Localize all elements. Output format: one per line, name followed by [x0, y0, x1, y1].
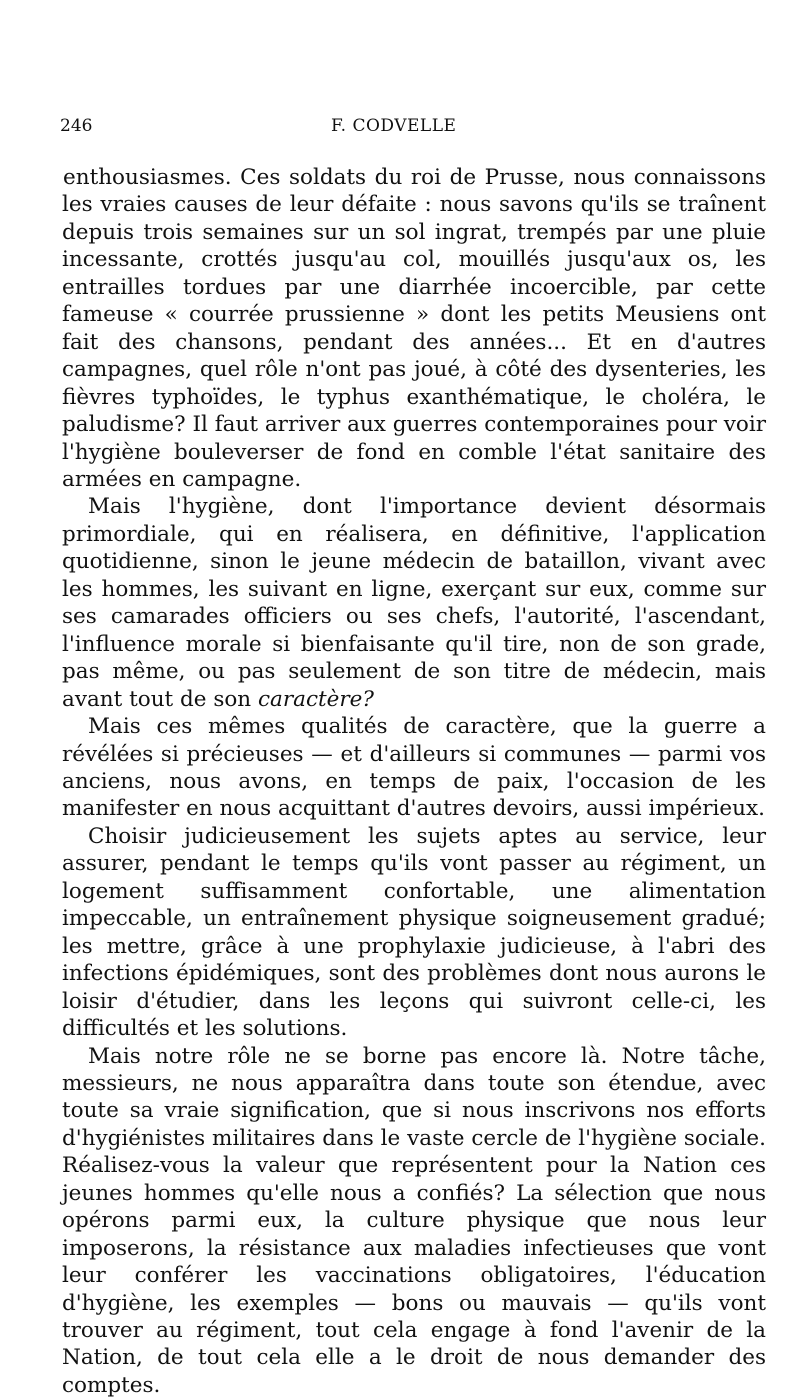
paragraph-5: Mais notre rôle ne se borne pas encore là. Notre tâche, messieurs, ne nous apparaîtra dans toute son étendue, avec toute sa vraie signification, que si nous inscrivons nos efforts d'hygiénistes militaires dans le vaste cercle de l'hygiène sociale. Réalisez-vous la valeur que représentent pour la Nation ces jeunes hommes qu'elle nous a confiés? La sélection que nous opérons parmi eux, la culture physique que nous leur imposerons, la résistance aux maladies infectieuses que vont leur conférer les vaccinations obligatoires, l'éducation d'hygiène, les exemples — bons ou mauvais — qu'ils vont trouver au régiment, tout cela engage à fond l'avenir de la Nation, de tout cela elle a le droit de nous demander des comptes.	[62, 1043, 766, 1399]
paragraph-2-emphasis: caractère?	[258, 687, 374, 712]
page-header	[60, 116, 740, 140]
paragraph-4: Choisir judicieusement les sujets aptes au service, leur assurer, pendant le temps qu'ils vont passer au régiment, un logement suffisamment confortable, une alimentation impeccable, un entraînement physique soigneusement gradué; les mettre, grâce à une prophylaxie judicieuse, à l'abri des infections épidémiques, sont des problèmes dont nous aurons le loisir d'étudier, dans les leçons qui suivront celle-ci, les difficultés et les solutions.	[62, 823, 766, 1043]
paragraph-3: Mais ces mêmes qualités de caractère, que la guerre a révélées si précieuses — et d'ailleurs si communes — parmi vos anciens, nous avons, en temps de paix, l'occasion de les manifester en nous acquittant d'autres devoirs, aussi impérieux.	[62, 713, 766, 823]
paragraph-2	[62, 493, 766, 713]
body-text	[62, 164, 766, 1399]
running-head: F. CODVELLE	[331, 116, 456, 136]
paragraph-1: enthousiasmes. Ces soldats du roi de Prusse, nous connaissons les vraies causes de leur défaite : nous savons qu'ils se traînent depuis trois semaines sur un sol ingrat, trempés par une pluie incessante, crottés jusqu'au col, mouillés jusqu'aux os, les entrailles tordues par une diarrhée incoercible, par cette fameuse « courrée prussienne » dont les petits Meusiens ont fait des chansons, pendant des années... Et en d'autres campagnes, quel rôle n'ont pas joué, à côté des dysenteries, les fièvres typhoïdes, le typhus exanthématique, le choléra, le paludisme? Il faut arriver aux guerres contemporaines pour voir l'hygiène bouleverser de fond en comble l'état sanitaire des armées en campagne.	[62, 164, 766, 493]
page-number: 246	[60, 116, 92, 136]
paragraph-2-text: Mais l'hygiène, dont l'importance devient désormais primordiale, qui en réalisera, en définitive, l'application quotidienne, sinon le jeune médecin de bataillon, vivant avec les hommes, les suivant en ligne, exerçant sur eux, comme sur ses camarades officiers ou ses chefs, l'autorité, l'ascendant, l'influence morale si bienfaisante qu'il tire, non de son grade, pas même, ou pas seulement de son titre de médecin, mais avant tout de son	[62, 494, 766, 711]
